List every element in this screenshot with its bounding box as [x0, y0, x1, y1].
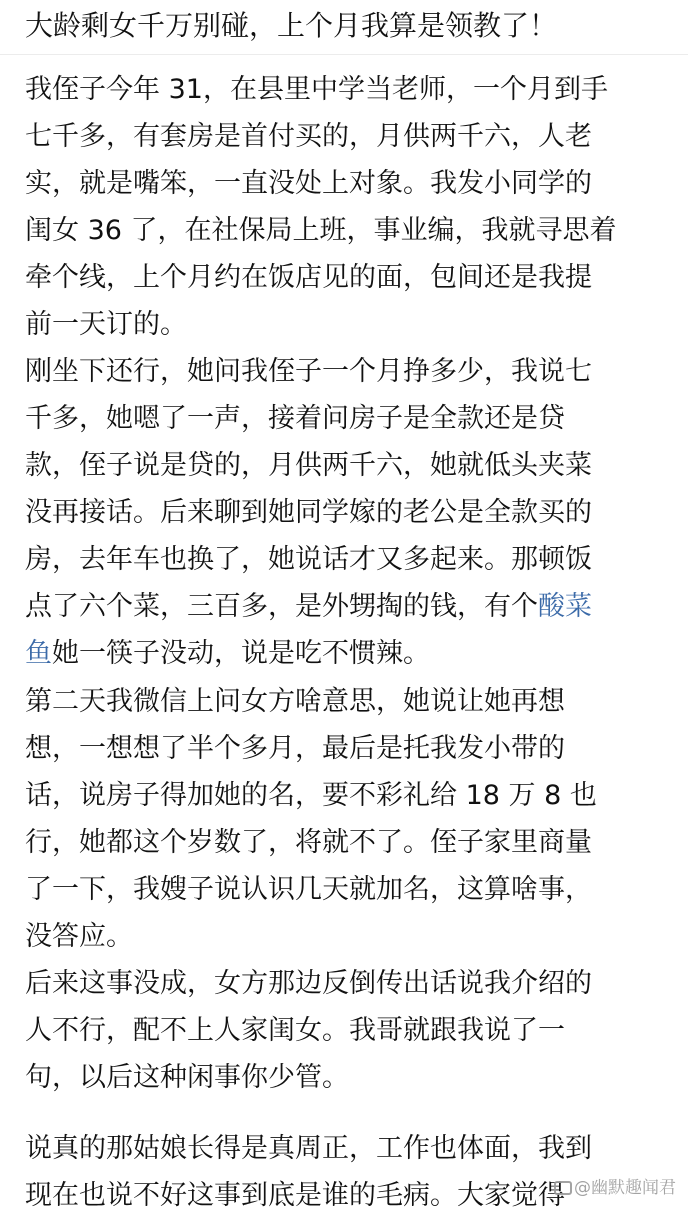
paragraph-line: 闺女 36 了，在社保局上班，事业编，我就寻思着 [25, 215, 617, 246]
paragraph-line: 行，她都这个岁数了，将就不了。侄子家里商量 [25, 827, 592, 858]
paragraph-4 [25, 960, 670, 1101]
paragraph-line: 说真的那姑娘长得是真周正，工作也体面，我到 [25, 1133, 592, 1164]
camera-icon [554, 1181, 572, 1195]
paragraph-line: 七千多，有套房是首付买的，月供两千六，人老 [25, 121, 592, 152]
paragraph-line: 句，以后这种闲事你少管。 [25, 1062, 349, 1093]
paragraph-line: 牵个线，上个月约在饭店见的面，包间还是我提 [25, 262, 592, 293]
watermark [554, 1173, 676, 1198]
paragraph-line: 房，去年车也换了，她说话才又多起来。那顿饭 [25, 544, 592, 575]
paragraph-3 [25, 678, 670, 960]
title-divider [0, 54, 688, 55]
keyword-link[interactable]: 酸菜 [538, 591, 592, 622]
paragraph-line: 刚坐下还行，她问我侄子一个月挣多少，我说七 [25, 356, 592, 387]
paragraph-line: 第二天我微信上问女方啥意思，她说让她再想 [25, 686, 565, 717]
line-text: 点了六个菜，三百多，是外甥掏的钱，有个 [25, 591, 538, 622]
paragraph-line: 人不行，配不上人家闺女。我哥就跟我说了一 [25, 1015, 565, 1046]
watermark-text: @幽默趣闻君 [574, 1178, 676, 1198]
paragraph-line: 话，说房子得加她的名，要不彩礼给 18 万 8 也 [25, 780, 597, 811]
paragraph-line: 前一天订的。 [25, 309, 187, 340]
paragraph-line: 了一下，我嫂子说认识几天就加名，这算啥事， [25, 874, 592, 905]
paragraph-line: 没再接话。后来聊到她同学嫁的老公是全款买的 [25, 497, 592, 528]
paragraph-line: 想，一想想了半个多月，最后是托我发小带的 [25, 733, 565, 764]
paragraph-line: 没答应。 [25, 921, 133, 952]
paragraph-1 [25, 66, 670, 348]
paragraph-line: 千多，她嗯了一声，接着问房子是全款还是贷 [25, 403, 565, 434]
paragraph-line: 款，侄子说是贷的，月供两千六，她就低头夹菜 [25, 450, 592, 481]
paragraph-line: 后来这事没成，女方那边反倒传出话说我介绍的 [25, 968, 592, 999]
paragraph-5 [25, 1125, 670, 1219]
paragraph-line: 我侄子今年 31，在县里中学当老师，一个月到手 [25, 74, 608, 105]
article-title: 大龄剩女千万别碰，上个月我算是领教了！ [25, 9, 558, 42]
paragraph-line-with-link [25, 630, 670, 677]
keyword-link[interactable]: 鱼 [25, 638, 52, 669]
paragraph-line: 现在也说不好这事到底是谁的毛病。大家觉得 [25, 1180, 565, 1211]
line-text: 她一筷子没动，说是吃不惯辣。 [52, 638, 430, 669]
paragraph-line: 实，就是嘴笨，一直没处上对象。我发小同学的 [25, 168, 592, 199]
paragraph-line-with-link [25, 583, 670, 630]
paragraph-2 [25, 348, 670, 677]
